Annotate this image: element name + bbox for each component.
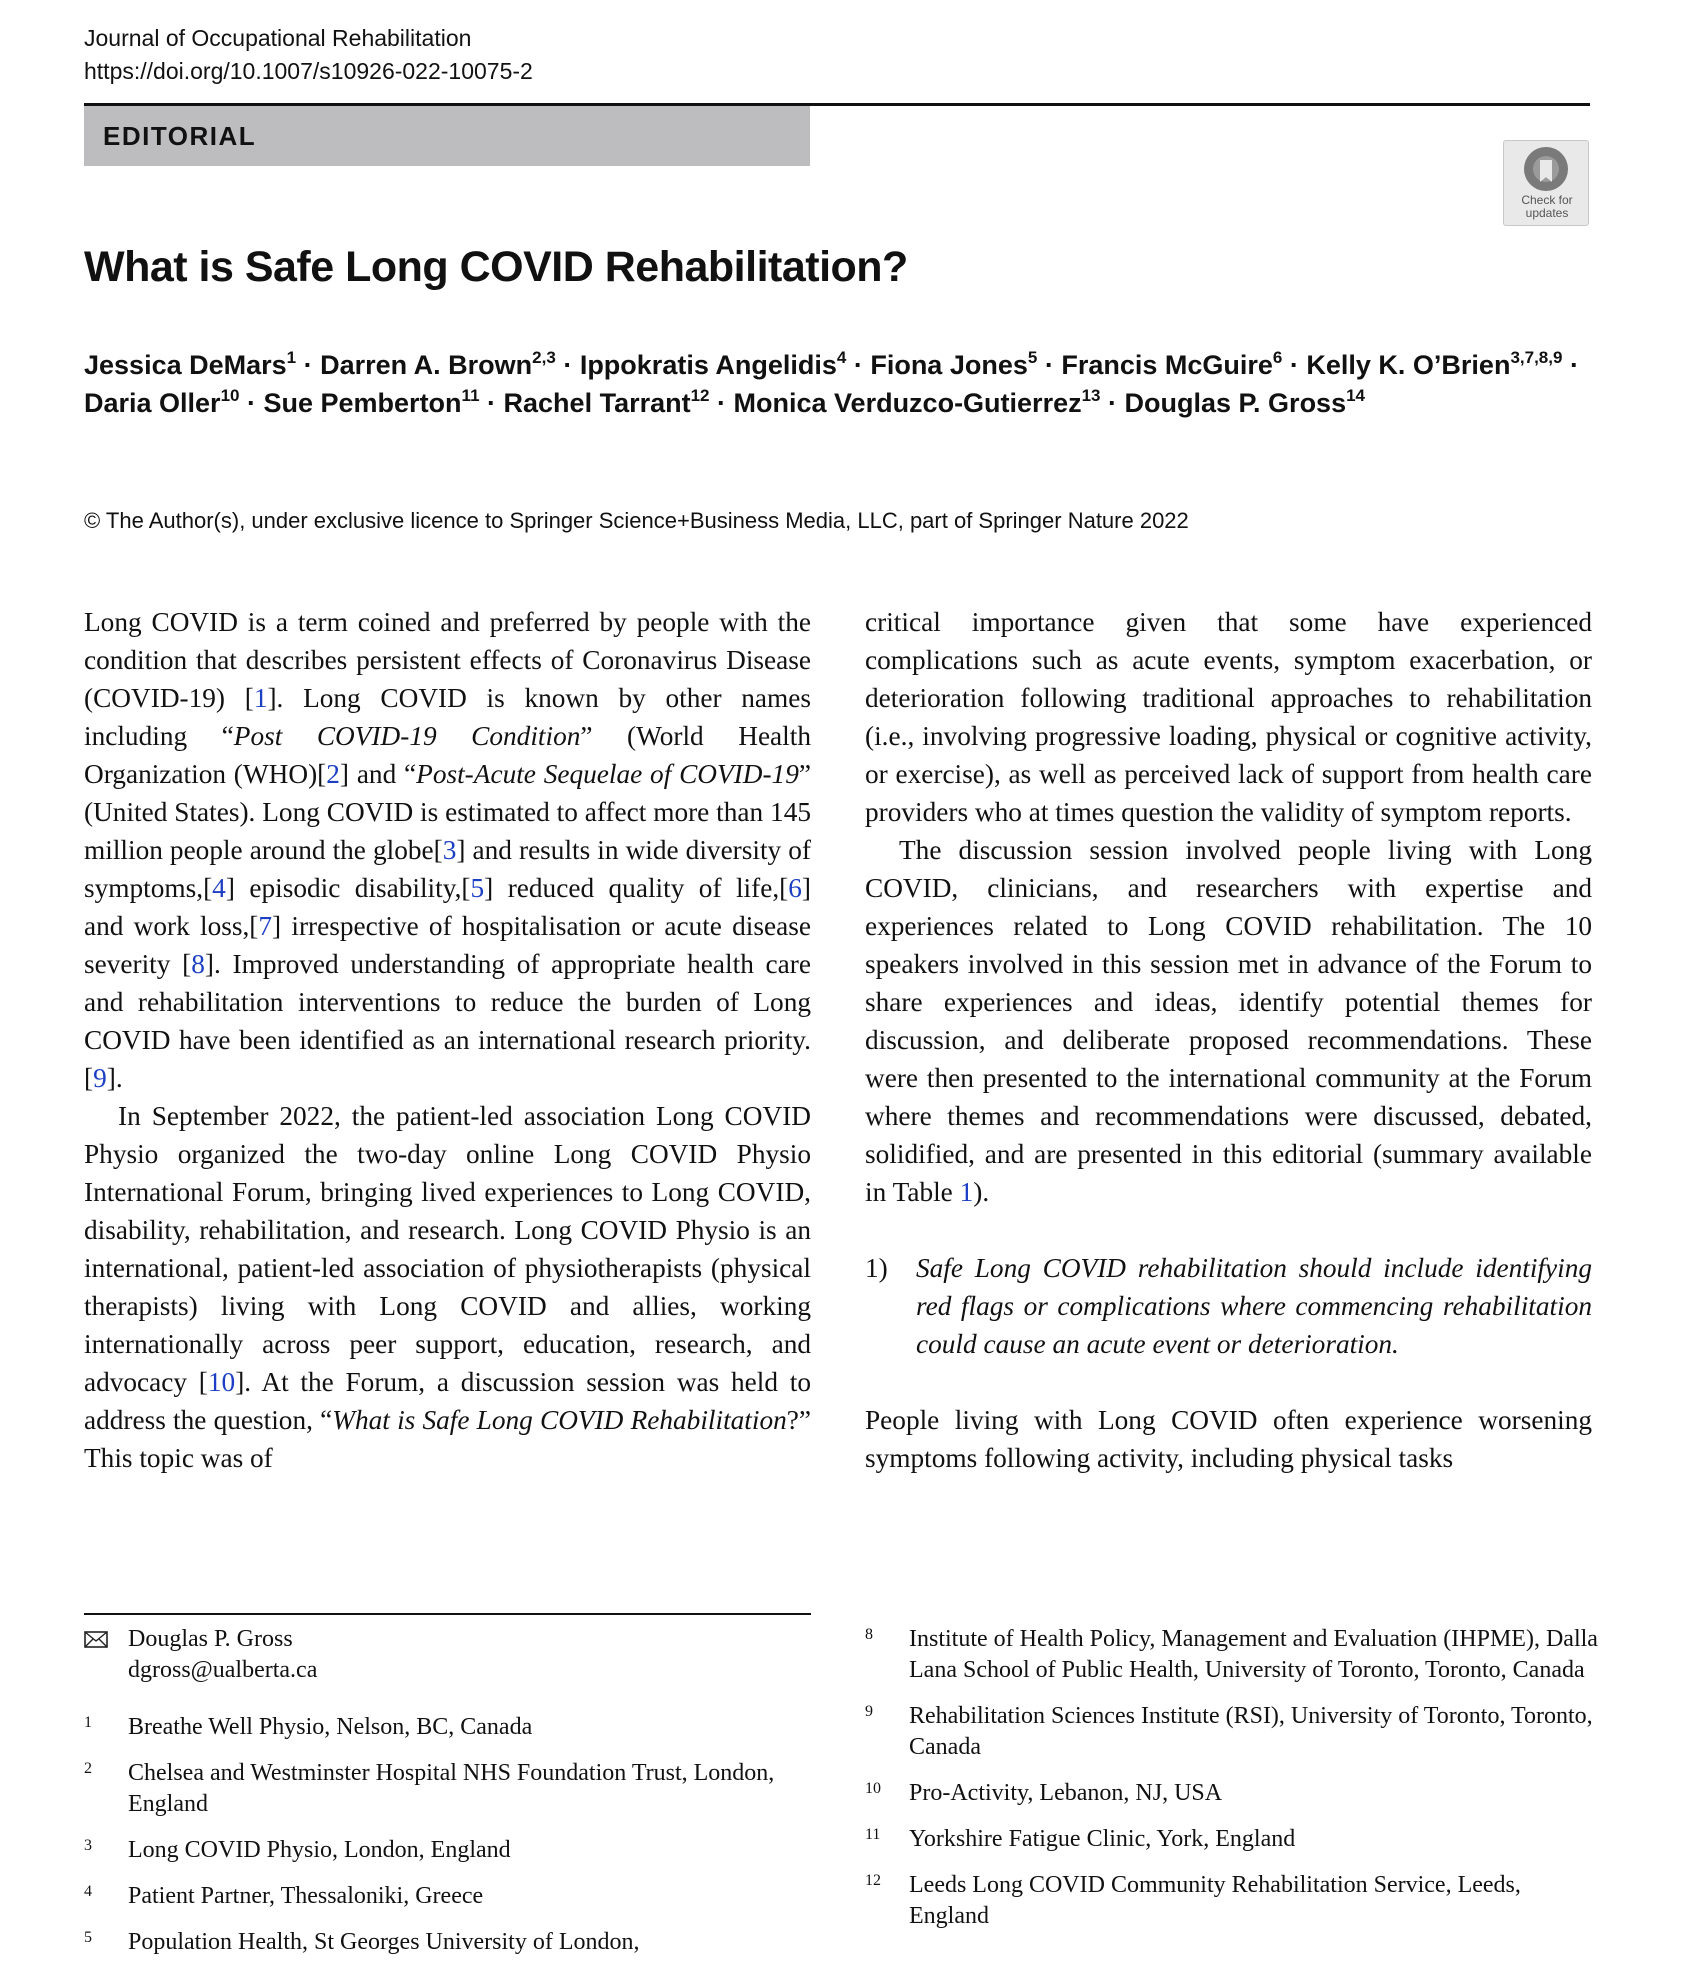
citation-link[interactable]: 6 bbox=[788, 873, 802, 903]
check-for-updates-button[interactable] bbox=[1503, 140, 1589, 226]
affiliation-item bbox=[865, 1778, 1605, 1809]
footnotes-left bbox=[84, 1612, 824, 1973]
affiliation-marker: 5 bbox=[1027, 348, 1038, 367]
author-name[interactable]: Rachel Tarrant bbox=[503, 388, 691, 418]
author-separator: · bbox=[555, 350, 580, 380]
affiliation-number: 1 bbox=[84, 1714, 92, 1731]
affiliation-text: Institute of Health Policy, Management and Evaluation (IHPME), Dalla Lana School of Public Health, University of Toronto, Toronto, Canada bbox=[909, 1626, 1598, 1683]
recommendation-number: 1) bbox=[865, 1253, 888, 1283]
affiliation-item bbox=[84, 1758, 824, 1820]
paragraph-forum: In September 2022, the patient-led association Long COVID Physio organized the two-day online Long COVID Physio International Forum, bringing lived experiences to Long COVID, disability, rehabilitation, and research. Long COVID Physio is an international, patient-led association of physiotherapists (physical therapists) living with Long COVID and allies, working internationally across peer support, education, research, and advocacy [10]. At the Forum, a discussion session was held to address the question, “What is Safe Long COVID Rehabilitation?” This topic was of bbox=[84, 1101, 812, 1473]
author-separator: · bbox=[846, 350, 871, 380]
paragraph-discussion: The discussion session involved people living with Long COVID, clinicians, and researchers with expertise and experiences related to Long COVID rehabilitation. The 10 speakers involved in this session met in advance of the Forum to share experiences and ideas, identify potential themes for discussion, and deliberate proposed recommendations. These were then presented to the international community at the Forum where themes and recommendations were discussed, debated, solidified, and are presented in this editorial (summary available in Table 1). bbox=[865, 835, 1592, 1207]
affiliation-number: 11 bbox=[865, 1826, 881, 1843]
affiliation-marker: 13 bbox=[1081, 386, 1101, 405]
citation-link[interactable]: 1 bbox=[253, 683, 268, 713]
affiliation-text: Chelsea and Westminster Hospital NHS Foundation Trust, London, England bbox=[128, 1760, 775, 1817]
affiliation-number: 9 bbox=[865, 1703, 873, 1720]
author-separator: · bbox=[1282, 350, 1307, 380]
author-separator: · bbox=[1100, 388, 1125, 418]
affiliation-number: 12 bbox=[865, 1872, 881, 1889]
article-title: What is Safe Long COVID Rehabilitation? bbox=[84, 243, 908, 291]
copyright-notice: © The Author(s), under exclusive licence to Springer Science+Business Media, LLC, part of Springer Nature 2022 bbox=[84, 508, 1189, 533]
affiliation-text: Long COVID Physio, London, England bbox=[128, 1837, 511, 1863]
recommendation-item bbox=[865, 1249, 1592, 1363]
affiliation-marker: 14 bbox=[1346, 386, 1366, 405]
author-list bbox=[84, 346, 1594, 422]
citation-link[interactable]: 8 bbox=[191, 949, 205, 979]
affiliation-item bbox=[84, 1927, 824, 1958]
affiliation-marker: 12 bbox=[690, 386, 710, 405]
corresponding-author bbox=[84, 1624, 824, 1686]
corresponding-name: Douglas P. Gross bbox=[128, 1626, 293, 1652]
recommendation-list bbox=[865, 1249, 1592, 1363]
paragraph-forum-continued: critical importance given that some have experienced complications such as acute events, symptom exacerbation, or deterioration following traditional approaches to rehabilitation (i.e., involving progressive loading, physical or cognitive activity, or exercise), as well as perceived lack of support from health care providers who at times question the validity of symptom reports. bbox=[865, 607, 1592, 827]
affiliation-number: 3 bbox=[84, 1837, 92, 1854]
affiliation-number: 5 bbox=[84, 1929, 92, 1946]
citation-link[interactable]: 10 bbox=[207, 1367, 236, 1397]
affiliation-marker: 2,3 bbox=[532, 348, 556, 367]
author-name[interactable]: Daria Oller bbox=[84, 388, 221, 418]
affiliation-number: 10 bbox=[865, 1780, 881, 1797]
affiliation-marker: 3,7,8,9 bbox=[1510, 348, 1563, 367]
author-name[interactable]: Monica Verduzco-Gutierrez bbox=[733, 388, 1082, 418]
corresponding-email[interactable]: dgross@ualberta.ca bbox=[128, 1657, 318, 1683]
citation-link[interactable]: 7 bbox=[258, 911, 273, 941]
author-name[interactable]: Sue Pemberton bbox=[263, 388, 462, 418]
citation-link[interactable]: 2 bbox=[326, 759, 340, 789]
affiliation-marker: 10 bbox=[220, 386, 240, 405]
author-separator: · bbox=[709, 388, 734, 418]
doi-link[interactable]: https://doi.org/10.1007/s10926-022-10075-2 bbox=[84, 58, 533, 84]
affiliation-text: Yorkshire Fatigue Clinic, York, England bbox=[909, 1826, 1296, 1852]
author-separator: · bbox=[239, 388, 264, 418]
author-name[interactable]: Francis McGuire bbox=[1061, 350, 1273, 380]
author-separator: · bbox=[1037, 350, 1062, 380]
affiliation-number: 4 bbox=[84, 1883, 92, 1900]
affiliation-list-right bbox=[865, 1624, 1605, 1932]
paragraph-intro: Long COVID is a term coined and preferred by people with the condition that describes persistent effects of Coronavirus Disease (COVID-19) [1]. Long COVID is known by other names including “Post COVID-19 Condition” (World Health Organization (WHO)[2] and “Post-Acute Sequelae of COVID-19” (United States). Long COVID is estimated to affect more than 145 million people around the globe[3] and results in wide diversity of symptoms,[4] episodic disability,[5] reduced quality of life,[6] and work loss,[7] irrespective of hospitalisation or acute disease severity [8]. Improved understanding of appropriate health care and rehabilitation interventions to reduce the burden of Long COVID have been identified as an international research priority.[9]. bbox=[84, 607, 812, 1093]
citation-link[interactable]: 5 bbox=[470, 873, 485, 903]
crossmark-icon bbox=[1524, 147, 1568, 191]
affiliation-item bbox=[865, 1824, 1605, 1855]
body-column-left bbox=[84, 603, 811, 1477]
affiliation-list-left bbox=[84, 1712, 824, 1958]
author-name[interactable]: Fiona Jones bbox=[870, 350, 1028, 380]
citation-link[interactable]: 3 bbox=[442, 835, 457, 865]
affiliation-marker: 4 bbox=[836, 348, 847, 367]
section-label: EDITORIAL bbox=[103, 121, 257, 151]
crossmark-label: Check for updates bbox=[1521, 193, 1573, 220]
affiliation-text: Patient Partner, Thessaloniki, Greece bbox=[128, 1883, 484, 1909]
affiliation-number: 8 bbox=[865, 1626, 873, 1643]
recommendation-text: Safe Long COVID rehabilitation should include identifying red flags or complications where commencing rehabilitation could cause an acute event or deterioration. bbox=[916, 1253, 1592, 1359]
affiliation-text: Rehabilitation Sciences Institute (RSI), University of Toronto, Toronto, Canada bbox=[909, 1703, 1593, 1760]
affiliation-text: Pro-Activity, Lebanon, NJ, USA bbox=[909, 1780, 1223, 1806]
affiliation-item bbox=[84, 1835, 824, 1866]
author-separator: · bbox=[1562, 350, 1579, 380]
affiliation-marker: 6 bbox=[1272, 348, 1283, 367]
journal-header bbox=[84, 22, 533, 88]
affiliation-item bbox=[84, 1881, 824, 1912]
affiliation-text: Population Health, St Georges University of London, bbox=[128, 1929, 640, 1955]
affiliation-item bbox=[84, 1712, 824, 1743]
affiliation-text: Breathe Well Physio, Nelson, BC, Canada bbox=[128, 1714, 533, 1740]
affiliation-marker: 11 bbox=[461, 386, 480, 405]
affiliation-item bbox=[865, 1624, 1605, 1686]
journal-name: Journal of Occupational Rehabilitation bbox=[84, 25, 472, 51]
footnotes-right bbox=[865, 1612, 1605, 1947]
author-separator: · bbox=[479, 388, 504, 418]
author-name[interactable]: Kelly K. O’Brien bbox=[1306, 350, 1511, 380]
envelope-icon bbox=[84, 1624, 128, 1686]
paragraph-worsening: People living with Long COVID often experience worsening symptoms following activity, including physical tasks bbox=[865, 1405, 1592, 1473]
author-separator: · bbox=[296, 350, 321, 380]
author-name[interactable]: Ippokratis Angelidis bbox=[579, 350, 837, 380]
citation-link[interactable]: 9 bbox=[93, 1063, 107, 1093]
author-name[interactable]: Douglas P. Gross bbox=[1124, 388, 1347, 418]
affiliation-item bbox=[865, 1870, 1605, 1932]
affiliation-number: 2 bbox=[84, 1760, 92, 1777]
table-link[interactable]: 1 bbox=[959, 1177, 974, 1207]
author-name[interactable]: Darren A. Brown bbox=[320, 350, 533, 380]
body-column-right bbox=[865, 603, 1592, 1477]
affiliation-item bbox=[865, 1701, 1605, 1763]
citation-link[interactable]: 4 bbox=[212, 873, 226, 903]
affiliation-marker: 1 bbox=[286, 348, 297, 367]
author-name[interactable]: Jessica DeMars bbox=[84, 350, 287, 380]
affiliation-text: Leeds Long COVID Community Rehabilitation Service, Leeds, England bbox=[909, 1872, 1521, 1929]
